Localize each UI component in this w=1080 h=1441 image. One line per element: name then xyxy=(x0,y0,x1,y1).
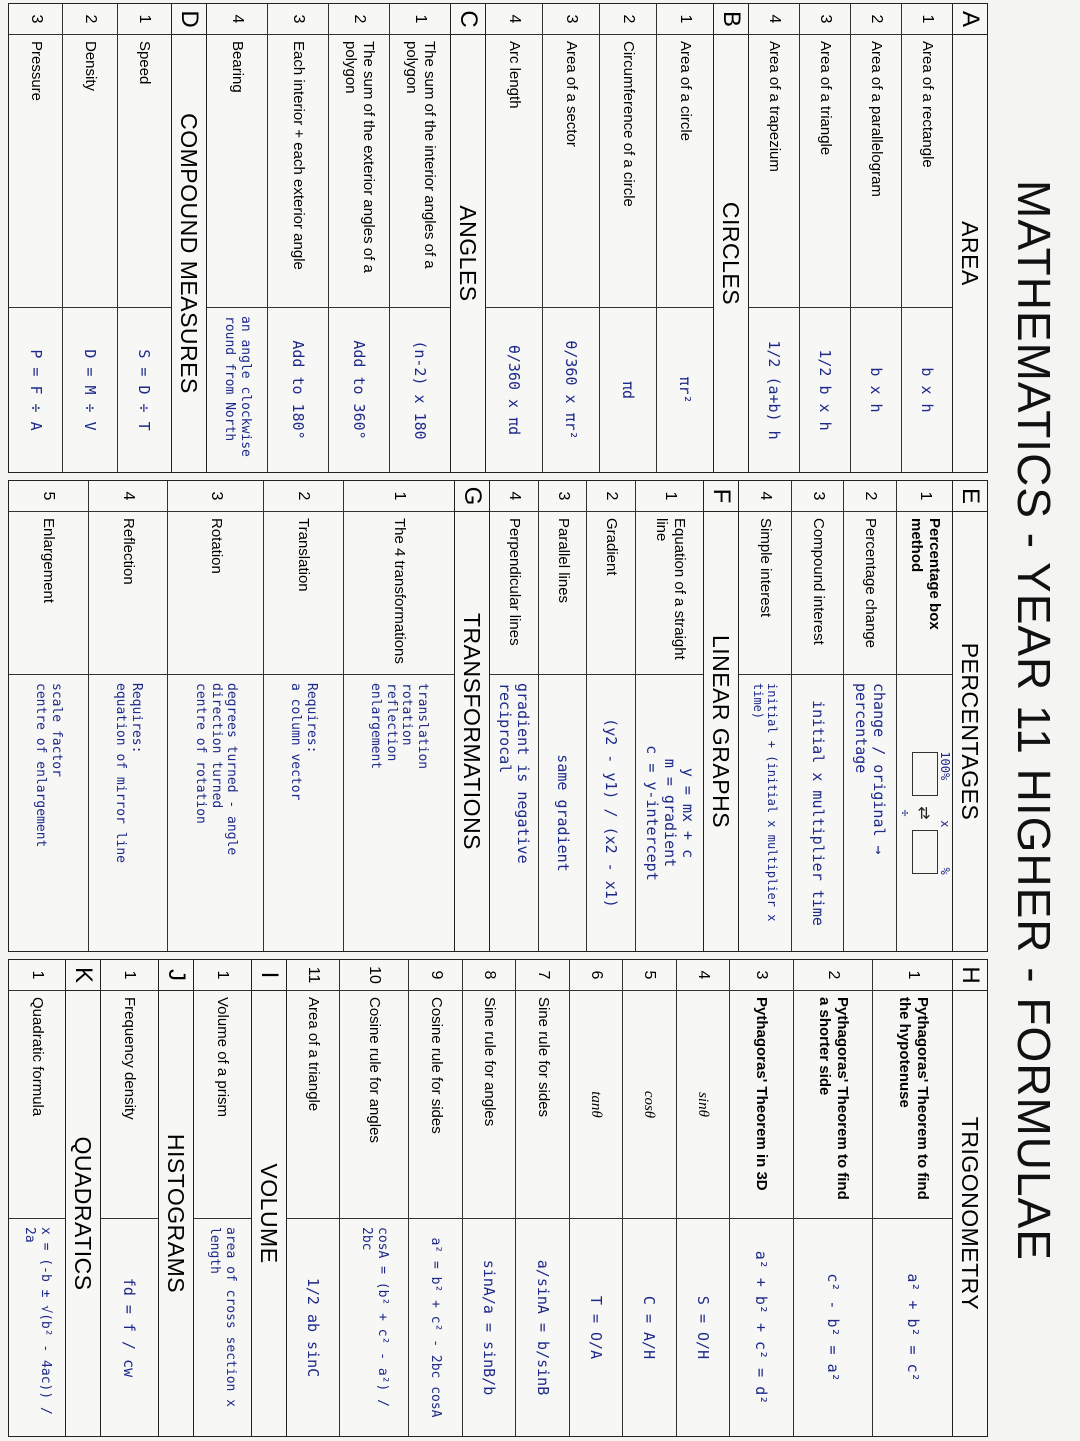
table-row xyxy=(569,960,622,1436)
row-formula xyxy=(169,675,264,951)
row-formula: C = A/H xyxy=(640,1295,659,1360)
row-formula: initial + (initial x multiplier x time) xyxy=(750,683,780,922)
section-header xyxy=(713,4,748,472)
row-number: 1 xyxy=(902,4,952,35)
row-label: Density xyxy=(63,35,116,308)
formula-line: enlargement xyxy=(368,683,384,770)
table-row xyxy=(287,960,339,1436)
row-number: 2 xyxy=(264,481,343,512)
row-label: Each interior + each exterior angle xyxy=(268,35,328,308)
row-label: Area of a sector xyxy=(543,35,599,308)
section-title: AREA xyxy=(957,221,984,286)
row-label: Simple interest xyxy=(739,512,791,675)
row-number: 4 xyxy=(490,481,538,512)
section-title: LINEAR GRAPHS xyxy=(708,634,735,829)
row-formula: gradient is negative reciprocal xyxy=(495,683,532,864)
row-number: 2 xyxy=(600,4,656,35)
section-title: TRIGONOMETRY xyxy=(957,1116,984,1311)
formula-line: reflection xyxy=(383,683,399,762)
row-number: 3 xyxy=(539,481,587,512)
row-label: Translation xyxy=(264,512,343,675)
section-trigonometry xyxy=(286,960,987,1436)
table-row xyxy=(542,4,599,472)
row-label: Pythagoras' Theorem to find a shorter side xyxy=(794,991,873,1219)
row-label: Pythagoras' Theorem to find the hypotenuse xyxy=(873,991,952,1219)
formula-line: Requires: xyxy=(128,683,144,754)
table-row xyxy=(538,481,587,951)
column-middle xyxy=(8,480,988,952)
row-label: Rotation xyxy=(169,512,264,675)
section-title: PERCENTAGES xyxy=(957,642,984,821)
table-row xyxy=(117,4,171,472)
row-formula: 1/2 ab sinC xyxy=(304,1277,323,1378)
section-letter: H xyxy=(953,960,987,991)
row-label: Pythagoras' Theorem in 3D xyxy=(730,991,793,1219)
section-title: QUADRATICS xyxy=(70,1136,97,1291)
formula-line: scale factor xyxy=(48,683,64,777)
formula-line: direction turned xyxy=(208,683,224,809)
row-formula: θ/360 x πd xyxy=(505,344,523,436)
table-row xyxy=(263,481,343,951)
section-header xyxy=(952,4,987,472)
table-row xyxy=(843,481,896,951)
section-linear-graphs xyxy=(489,481,738,951)
row-formula xyxy=(9,675,88,951)
section-header xyxy=(65,960,100,1436)
row-number: 2 xyxy=(587,481,635,512)
row-label: sinθ xyxy=(677,991,729,1219)
section-letter: I xyxy=(252,960,286,991)
row-number: 3 xyxy=(792,481,844,512)
row-formula xyxy=(264,675,343,951)
row-formula: sinA/a = sinB/b xyxy=(480,1259,499,1396)
row-formula xyxy=(344,675,454,951)
formula-line: Requires: xyxy=(303,683,319,754)
row-formula: S = D ÷ T xyxy=(135,349,154,431)
row-label: Equation of a straight line xyxy=(636,512,703,675)
table-row xyxy=(339,960,408,1436)
section-letter: J xyxy=(159,960,193,991)
section-header xyxy=(251,960,286,1436)
section-title: CIRCLES xyxy=(718,201,745,306)
row-formula: change / original → percentage xyxy=(852,683,889,855)
row-formula: a² + b² + c² = d² xyxy=(752,1250,771,1405)
section-letter: D xyxy=(172,4,206,35)
table-row xyxy=(207,4,267,472)
section-compound-measures xyxy=(9,4,206,472)
row-number: 1 xyxy=(118,4,171,35)
table-row xyxy=(850,4,901,472)
row-number: 1 xyxy=(873,960,952,991)
row-label: Circumference of a circle xyxy=(600,35,656,308)
table-row xyxy=(799,4,850,472)
page-title: MATHEMATICS - YEAR 11 HIGHER - FORMULAE xyxy=(1008,180,1060,1261)
section-letter: G xyxy=(455,481,489,512)
row-label: The sum of the exterior angles of a polygon xyxy=(329,35,389,308)
row-label: Cosine rule for sides xyxy=(410,991,462,1219)
row-label: Area of a triangle xyxy=(800,35,850,308)
formula-line: centre of rotation xyxy=(192,683,208,824)
formula-line: m = gradient xyxy=(660,758,679,868)
section-letter: K xyxy=(66,960,100,991)
section-header xyxy=(171,4,206,472)
section-title: TRANSFORMATIONS xyxy=(459,612,486,851)
row-label: Percentage change xyxy=(844,512,896,675)
row-number: 11 xyxy=(287,960,339,991)
table-row xyxy=(622,960,675,1436)
table-row xyxy=(486,4,542,472)
row-label: Cosine rule for angles xyxy=(340,991,408,1219)
row-number: 1 xyxy=(344,481,454,512)
row-label: Area of a triangle xyxy=(287,991,339,1219)
row-label: Parallel lines xyxy=(539,512,587,675)
row-label: Bearing xyxy=(207,35,267,308)
row-number: 1 xyxy=(9,960,65,991)
box-label-percent: % xyxy=(938,867,952,875)
formula-line: equation of mirror line xyxy=(113,683,129,864)
section-letter: C xyxy=(451,4,485,35)
section-letter: F xyxy=(704,481,738,512)
table-row xyxy=(656,4,713,472)
row-formula: b x h xyxy=(867,367,885,413)
table-row xyxy=(343,481,454,951)
row-number: 3 xyxy=(730,960,793,991)
table-row xyxy=(328,4,389,472)
row-formula: (y2 - y1) / (x2 - x1) xyxy=(602,718,621,908)
table-row xyxy=(389,4,450,472)
row-formula: a/sinA = b/sinB xyxy=(533,1259,552,1396)
row-formula: same gradient xyxy=(553,754,572,872)
row-formula: 1/2 (a+b) h xyxy=(765,340,783,440)
section-angles xyxy=(206,4,485,472)
row-formula: initial x multiplier time xyxy=(808,700,827,926)
table-row xyxy=(739,481,791,951)
row-formula: an angle clockwise round from North xyxy=(222,316,253,457)
box-label-divide: ÷ xyxy=(897,809,912,817)
row-formula: Add to 180° xyxy=(289,340,307,440)
table-row xyxy=(599,4,656,472)
table-row xyxy=(101,960,158,1436)
row-number: 2 xyxy=(851,4,901,35)
row-number: 1 xyxy=(897,481,952,512)
row-formula: area of cross section x length xyxy=(207,1227,239,1408)
row-formula xyxy=(636,675,703,951)
row-number: 1 xyxy=(101,960,158,991)
row-label: Enlargement xyxy=(9,512,88,675)
row-number: 10 xyxy=(340,960,408,991)
row-formula: T = O/A xyxy=(586,1295,605,1360)
formula-line: rotation xyxy=(399,683,415,746)
table-row xyxy=(896,481,952,951)
formula-line: degrees turned - angle xyxy=(224,683,240,856)
table-row xyxy=(729,960,793,1436)
row-number: 1 xyxy=(636,481,703,512)
section-header xyxy=(450,4,485,472)
row-number: 1 xyxy=(194,960,251,991)
section-volume xyxy=(193,960,286,1436)
row-label: Gradient xyxy=(587,512,635,675)
table-row xyxy=(168,481,264,951)
row-label: Pressure xyxy=(9,35,62,308)
row-number: 4 xyxy=(486,4,542,35)
row-formula: a² = b² + c² - 2bc cosA xyxy=(428,1237,444,1418)
section-title: VOLUME xyxy=(256,1163,283,1264)
row-label: Sine rule for sides xyxy=(516,991,568,1219)
row-number: 4 xyxy=(739,481,791,512)
row-label: Reflection xyxy=(89,512,168,675)
formula-line: c = y-intercept xyxy=(642,745,661,881)
table-row xyxy=(9,4,62,472)
row-label: Sine rule for angles xyxy=(463,991,515,1219)
table-row xyxy=(194,960,251,1436)
row-number: 3 xyxy=(543,4,599,35)
row-label: Percentage box method xyxy=(897,512,952,675)
row-formula: P = F ÷ A xyxy=(26,349,45,431)
formula-line: centre of enlargement xyxy=(33,683,49,848)
box-diagram xyxy=(912,752,938,873)
row-number: 1 xyxy=(390,4,450,35)
row-number: 3 xyxy=(268,4,328,35)
row-number: 5 xyxy=(623,960,675,991)
section-header xyxy=(158,960,193,1436)
row-formula: x = (-b ± √(b² - 4ac)) / 2a xyxy=(22,1227,53,1415)
arrow-icon: ⇄ xyxy=(915,806,935,820)
box-label-100: 100% xyxy=(938,751,952,781)
row-label: Compound interest xyxy=(792,512,844,675)
row-label: Volume of a prism xyxy=(194,991,251,1219)
formula-line: translation xyxy=(415,683,431,770)
section-letter: A xyxy=(953,4,987,35)
row-formula: S = O/H xyxy=(693,1295,712,1360)
row-number: 7 xyxy=(516,960,568,991)
row-formula: Add to 360° xyxy=(350,340,368,440)
table-row xyxy=(749,4,799,472)
row-number: 4 xyxy=(89,481,168,512)
row-formula: πr² xyxy=(676,376,694,404)
row-label: tanθ xyxy=(570,991,622,1219)
row-number: 2 xyxy=(844,481,896,512)
row-formula: a² + b² = c² xyxy=(903,1273,922,1382)
row-number: 2 xyxy=(63,4,116,35)
row-label: Quadratic formula xyxy=(9,991,65,1219)
table-row xyxy=(88,481,168,951)
section-percentages xyxy=(738,481,987,951)
table-row xyxy=(9,960,65,1436)
row-number: 3 xyxy=(800,4,850,35)
column-left xyxy=(8,3,988,473)
row-label: Area of a rectangle xyxy=(902,35,952,308)
row-number: 2 xyxy=(794,960,873,991)
row-label: Speed xyxy=(118,35,171,308)
box-label-times: x xyxy=(938,820,952,828)
table-row xyxy=(62,4,116,472)
box-right xyxy=(912,830,938,874)
section-histograms xyxy=(100,960,193,1436)
table-row xyxy=(901,4,952,472)
table-row xyxy=(586,481,635,951)
row-label: Area of a trapezium xyxy=(749,35,799,308)
row-number: 4 xyxy=(749,4,799,35)
row-number: 1 xyxy=(657,4,713,35)
percentage-box-diagram xyxy=(897,675,952,951)
formula-line: a column vector xyxy=(288,683,304,801)
row-label: Perpendicular lines xyxy=(490,512,538,675)
section-header xyxy=(454,481,489,951)
row-number: 3 xyxy=(169,481,264,512)
row-number: 6 xyxy=(570,960,622,991)
section-header xyxy=(952,481,987,951)
row-label: Frequency density xyxy=(101,991,158,1219)
row-formula: D = M ÷ V xyxy=(81,349,100,431)
row-number: 4 xyxy=(677,960,729,991)
table-row xyxy=(793,960,873,1436)
row-number: 5 xyxy=(9,481,88,512)
table-row xyxy=(635,481,703,951)
section-quadratics xyxy=(9,960,100,1436)
table-row xyxy=(462,960,515,1436)
table-row xyxy=(267,4,328,472)
row-number: 8 xyxy=(463,960,515,991)
row-label: Area of a circle xyxy=(657,35,713,308)
row-label: cosθ xyxy=(623,991,675,1219)
row-formula: c² - b² = a² xyxy=(824,1273,843,1382)
section-title: COMPOUND MEASURES xyxy=(176,113,203,394)
row-label: The sum of the interior angles of a polygon xyxy=(390,35,450,308)
table-row xyxy=(791,481,844,951)
formula-line: y = mx + c xyxy=(678,767,697,859)
row-number: 3 xyxy=(9,4,62,35)
section-title: ANGLES xyxy=(455,205,482,302)
table-row xyxy=(409,960,462,1436)
section-area xyxy=(748,4,987,472)
row-formula: b x h xyxy=(918,367,936,413)
table-row xyxy=(872,960,952,1436)
section-transformations xyxy=(9,481,489,951)
section-letter: B xyxy=(714,4,748,35)
row-formula: (n-2) x 180 xyxy=(411,340,429,440)
row-label: Arc length xyxy=(486,35,542,308)
section-header xyxy=(703,481,738,951)
table-row xyxy=(676,960,729,1436)
section-title: HISTOGRAMS xyxy=(163,1133,190,1294)
table-row xyxy=(9,481,88,951)
row-formula: θ/360 x πr² xyxy=(562,340,580,440)
table-row xyxy=(490,481,538,951)
row-number: 9 xyxy=(410,960,462,991)
row-label: Area of a parallelogram xyxy=(851,35,901,308)
section-header xyxy=(952,960,987,1436)
row-formula: πd xyxy=(619,380,637,400)
section-circles xyxy=(485,4,748,472)
row-formula: fd = f / cw xyxy=(120,1277,139,1378)
row-label: The 4 transformations xyxy=(344,512,454,675)
box-left xyxy=(912,752,938,796)
section-letter: E xyxy=(953,481,987,512)
row-formula: 1/2 b x h xyxy=(816,349,834,431)
row-number: 2 xyxy=(329,4,389,35)
row-formula xyxy=(89,675,168,951)
row-number: 4 xyxy=(207,4,267,35)
table-row xyxy=(515,960,568,1436)
row-formula: cosA = (b² + c² - a²) / 2bc xyxy=(359,1227,391,1408)
column-right xyxy=(8,959,988,1437)
